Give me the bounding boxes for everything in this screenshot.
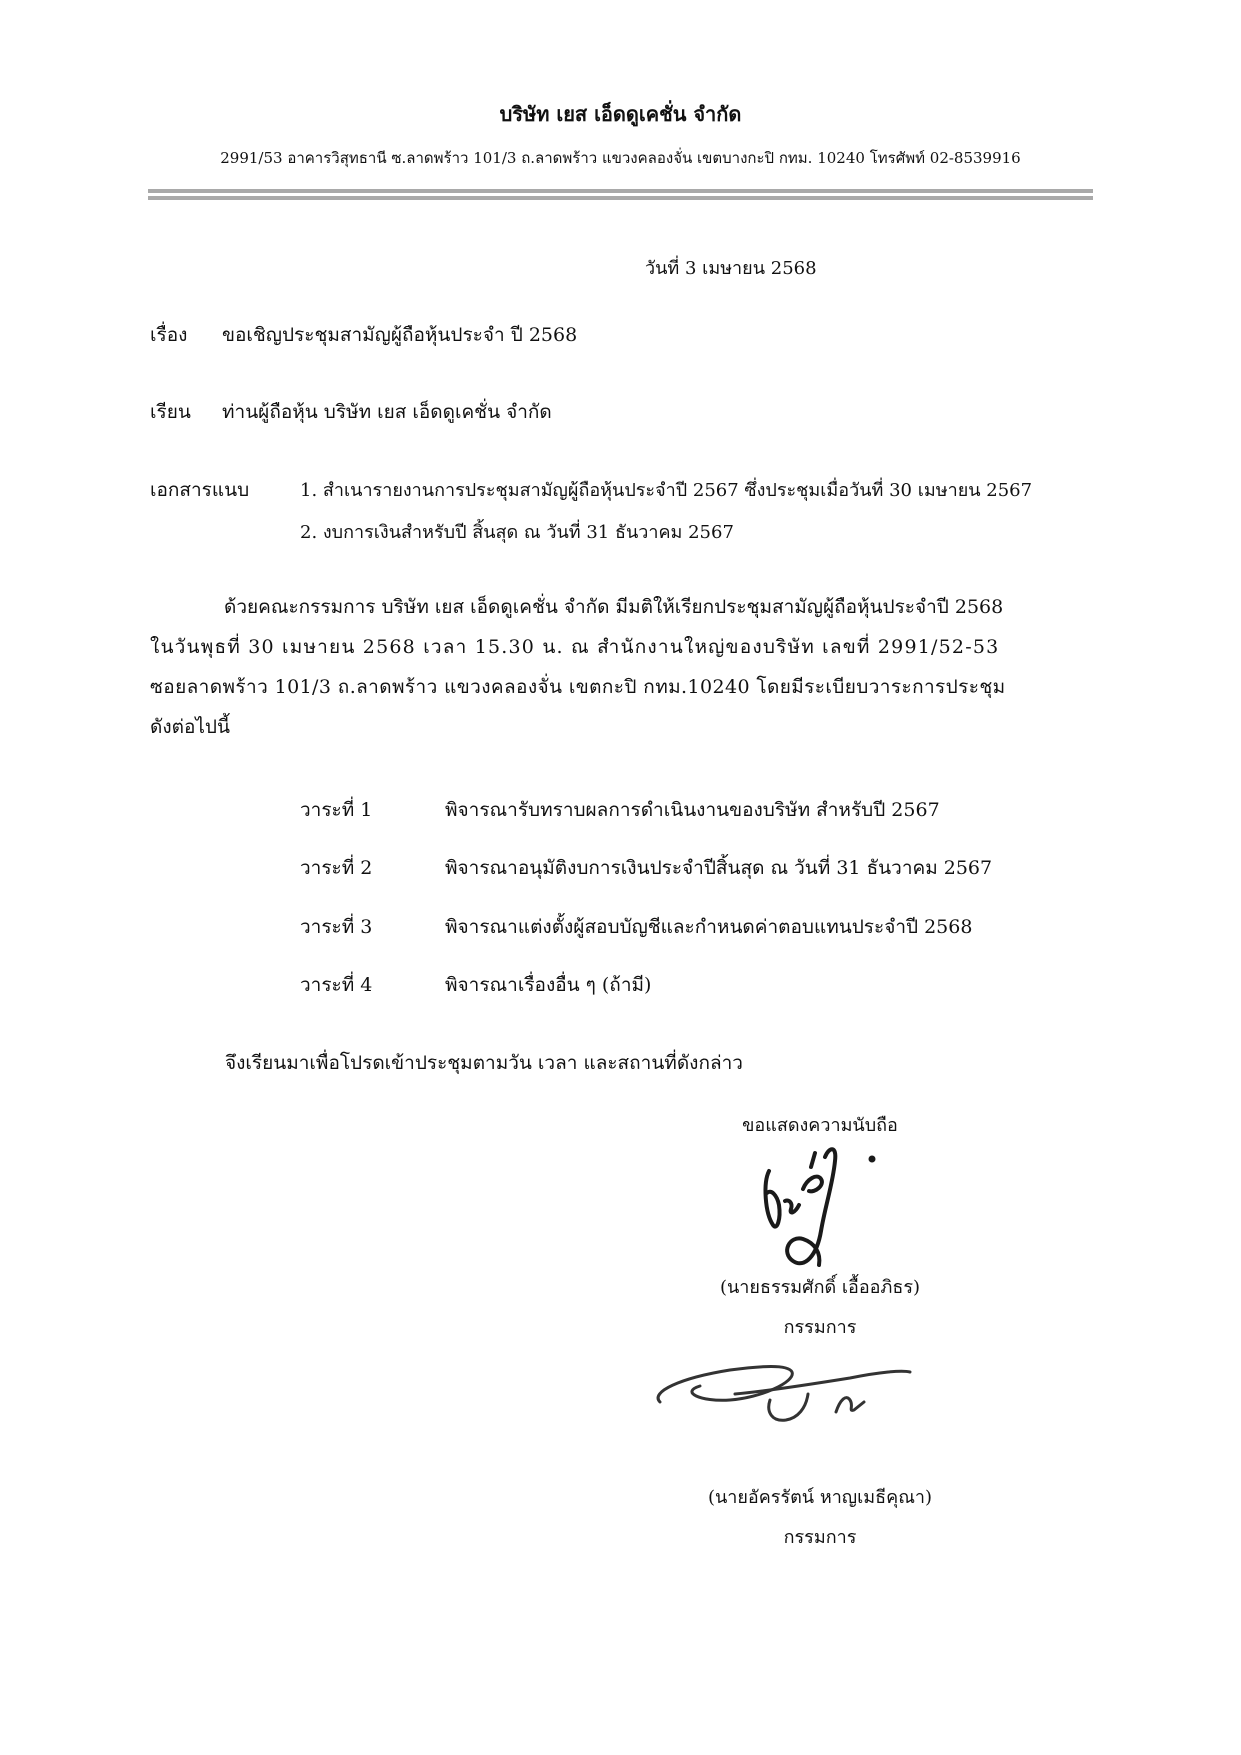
signature-image: [640, 1342, 920, 1432]
signatory-name: (นายอัครรัตน์ หาญเมธีคุณา): [707, 1487, 933, 1508]
attachment-item: 1. สำเนารายงานการประชุมสามัญผู้ถือหุ้นประจำปี 2567 ซึ่งประชุมเมื่อวันที่ 30 เมษายน 2567: [300, 480, 1033, 501]
header-rule-top: [148, 189, 1093, 193]
agenda-text: พิจารณารับทราบผลการดำเนินงานของบริษัท สำหรับปี 2567: [445, 799, 940, 821]
closing-text: จึงเรียนมาเพื่อโปรดเข้าประชุมตามวัน เวลา และสถานที่ดังกล่าว: [225, 1052, 743, 1074]
regards-text: ขอแสดงความนับถือ: [742, 1115, 898, 1136]
subject-label: เรื่อง: [150, 324, 188, 346]
signatory-title: กรรมการ: [783, 1527, 857, 1548]
recipient-label: เรียน: [150, 401, 191, 423]
agenda-number: วาระที่ 1: [300, 799, 373, 821]
company-address: 2991/53 อาคารวิสุทธานี ซ.ลาดพร้าว 101/3 ถ.ลาดพร้าว แขวงคลองจั่น เขตบางกะปิ กทม. 10240 โทรศัพท์ 02-8539916: [220, 149, 1021, 167]
body-line: ซอยลาดพร้าว 101/3 ถ.ลาดพร้าว แขวงคลองจั่น เขตกะปิ กทม.10240 โดยมีระเบียบวาระการประชุม: [150, 676, 1006, 698]
agenda-number: วาระที่ 4: [300, 974, 373, 996]
attachments-label: เอกสารแนบ: [150, 479, 250, 501]
agenda-text: พิจารณาแต่งตั้งผู้สอบบัญชีและกำหนดค่าตอบแทนประจำปี 2568: [445, 916, 973, 938]
agenda-text: พิจารณาอนุมัติงบการเงินประจำปีสิ้นสุด ณ วันที่ 31 ธันวาคม 2567: [445, 857, 993, 879]
agenda-text: พิจารณาเรื่องอื่น ๆ (ถ้ามี): [445, 974, 652, 996]
signatory-title: กรรมการ: [783, 1317, 857, 1338]
body-line: ดังต่อไปนี้: [150, 716, 230, 738]
header-rule-bottom: [148, 196, 1093, 200]
agenda-number: วาระที่ 2: [300, 857, 373, 879]
body-line: ด้วยคณะกรรมการ บริษัท เยส เอ็ดดูเคชั่น จำกัด มีมติให้เรียกประชุมสามัญผู้ถือหุ้นประจำปี 2568: [224, 596, 1004, 618]
letter-date: วันที่ 3 เมษายน 2568: [645, 258, 817, 279]
signature-image: [755, 1143, 885, 1278]
body-line: ในวันพุธที่ 30 เมษายน 2568 เวลา 15.30 น. ณ สำนักงานใหญ่ของบริษัท เลขที่ 2991/52-53: [150, 636, 1000, 658]
attachment-item: 2. งบการเงินสำหรับปี สิ้นสุด ณ วันที่ 31 ธันวาคม 2567: [300, 522, 734, 543]
recipient-text: ท่านผู้ถือหุ้น บริษัท เยส เอ็ดดูเคชั่น จำกัด: [222, 401, 552, 423]
body-paragraph: [150, 587, 1098, 747]
signatory-name: (นายธรรมศักดิ์ เอื้ออภิธร): [719, 1277, 921, 1298]
company-name: บริษัท เยส เอ็ดดูเคชั่น จำกัด: [499, 102, 742, 126]
agenda-number: วาระที่ 3: [300, 916, 373, 938]
subject-text: ขอเชิญประชุมสามัญผู้ถือหุ้นประจำ ปี 2568: [222, 324, 578, 346]
